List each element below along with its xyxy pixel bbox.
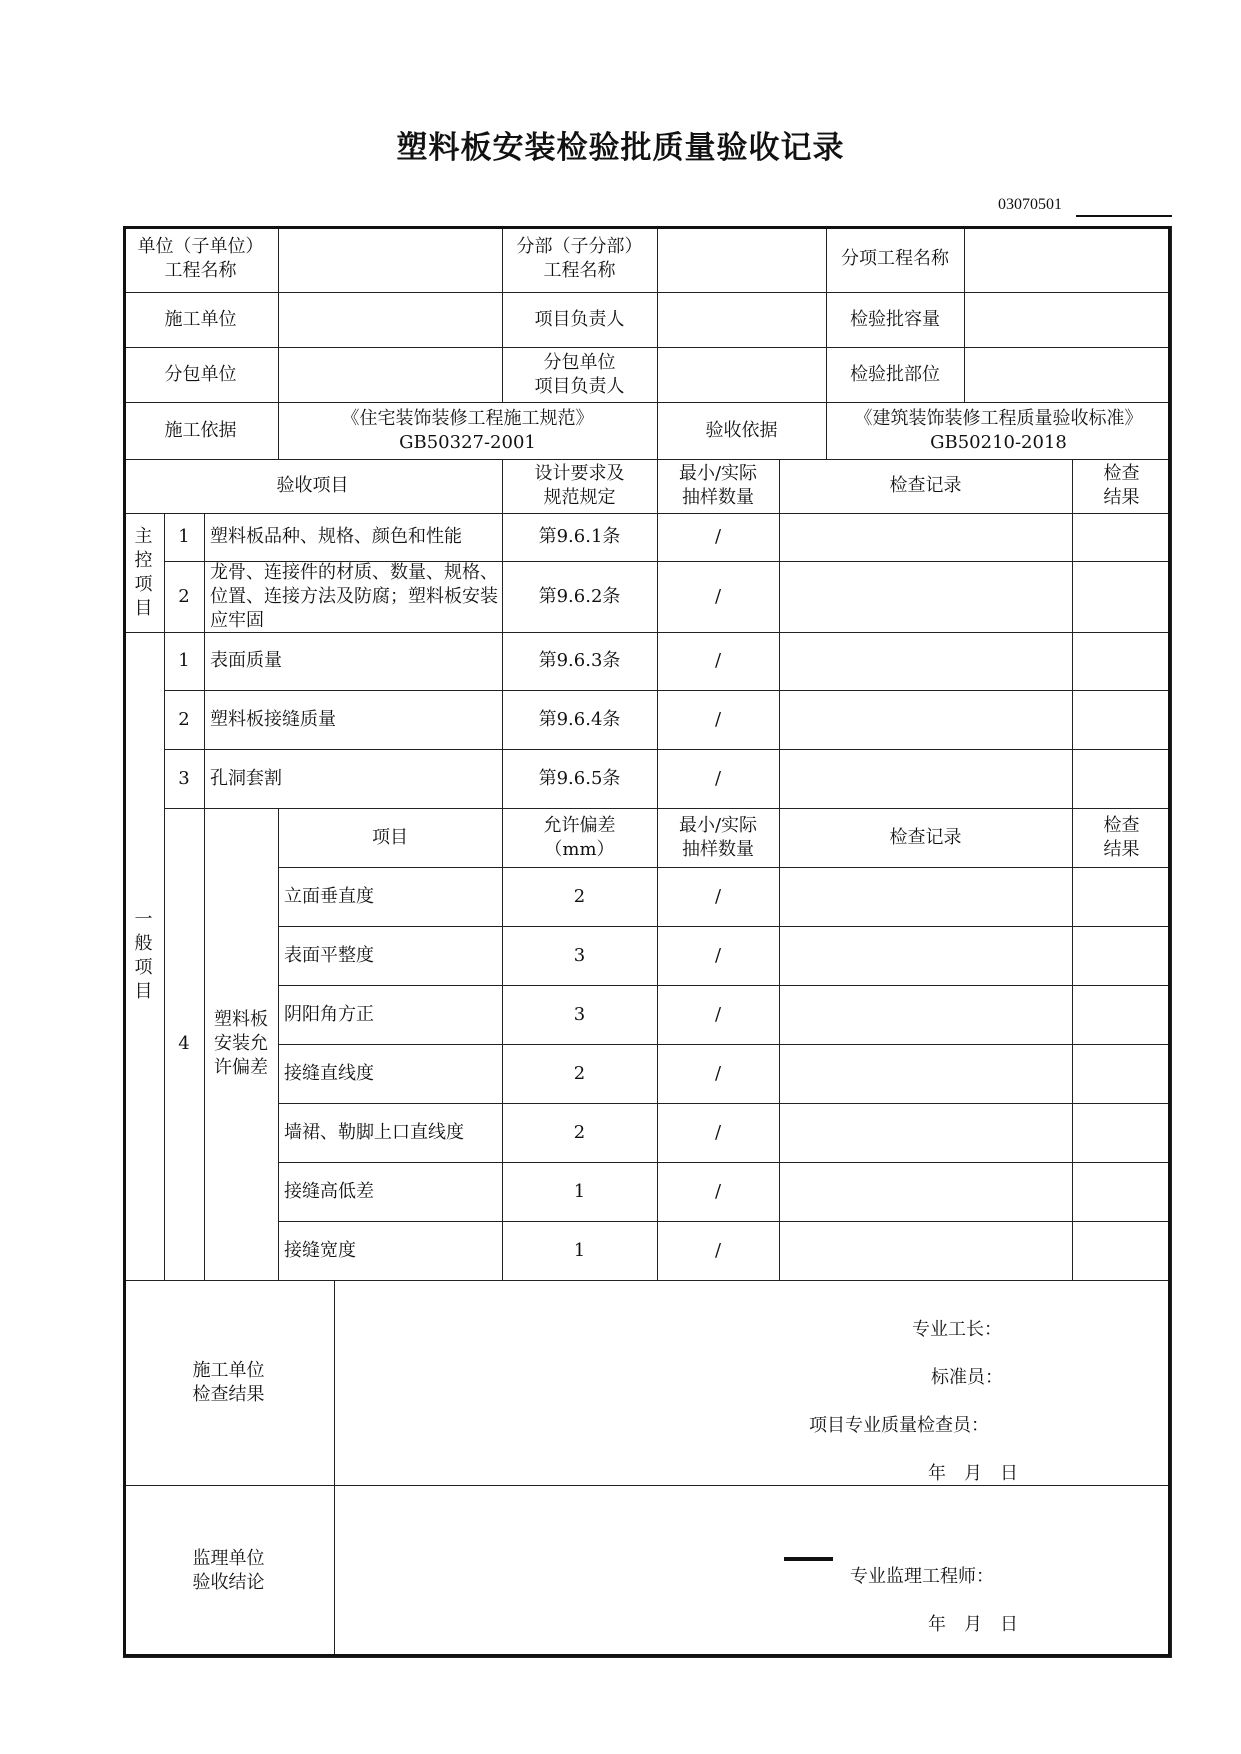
standard-officer-signature-label: 标准员：	[931, 1367, 1003, 1388]
col-item-header-text: 验收项目	[276, 475, 349, 496]
general-row-result	[1072, 749, 1172, 809]
deviation-row-allowance-text: 2	[573, 1062, 586, 1084]
main-row-sample	[657, 513, 780, 562]
deviation-row-allowance	[502, 926, 658, 986]
general-items-label-text: 一般项目	[134, 909, 153, 1002]
general-row-requirement	[502, 690, 658, 750]
deviation-row-record	[779, 985, 1073, 1045]
general-items-label	[123, 632, 165, 1281]
deviation-row-sample-text: /	[714, 885, 722, 907]
general-row-desc-text: 表面质量	[210, 650, 282, 671]
deviation-row-result	[1072, 926, 1172, 986]
general-row-no-text: 2	[178, 708, 190, 730]
col-requirement-header	[502, 459, 658, 514]
sub-manager-label	[502, 347, 658, 403]
deviation-row-record	[779, 1044, 1073, 1104]
deviation-row-name	[278, 1162, 503, 1222]
general-row-no	[164, 690, 205, 750]
deviation-row-sample-text: /	[714, 1062, 722, 1084]
main-row-no	[164, 513, 205, 562]
deviation-row-allowance-text: 1	[573, 1239, 586, 1261]
deviation-row-result	[1072, 1221, 1172, 1281]
general-row-sample	[657, 632, 780, 691]
main-row-sample-text: /	[714, 526, 722, 547]
general-row-no	[164, 749, 205, 809]
main-row-sample-text: /	[714, 585, 722, 607]
contractor-check-area	[334, 1280, 1172, 1486]
supervisor-conclusion-area	[334, 1485, 1172, 1658]
unit-name-value	[278, 226, 503, 293]
main-row-result	[1072, 561, 1172, 633]
deviation-row-result	[1072, 867, 1172, 927]
general-row-record	[779, 632, 1073, 691]
subdivision-name-value	[657, 226, 827, 293]
supervisor-conclusion-label	[123, 1485, 335, 1658]
general-row-result	[1072, 632, 1172, 691]
col-record-header-text: 检查记录	[889, 475, 962, 496]
supervisor-date-label: 年 月 日	[928, 1614, 1018, 1635]
col-sample-header	[657, 459, 780, 514]
deviation-row-sample	[657, 926, 780, 986]
general-row-sample-text: /	[714, 708, 722, 730]
main-row-no-text: 2	[178, 585, 190, 607]
general-row-no-text: 3	[178, 767, 190, 789]
deviation-row-sample-text: /	[714, 944, 722, 966]
deviation-row-allowance-text: 1	[573, 1180, 586, 1202]
deviation-item-no	[164, 808, 205, 1281]
deviation-row-name-text: 立面垂直度	[284, 885, 374, 907]
deviation-row-name	[278, 1221, 503, 1281]
unit-name-label-text: 单位（子单位） 工程名称	[137, 236, 264, 281]
construction-basis-label-text: 施工依据	[164, 419, 237, 441]
general-row-requirement-text: 第9.6.4条	[538, 708, 621, 730]
deviation-row-sample	[657, 1044, 780, 1104]
main-row-requirement	[502, 513, 658, 562]
contractor-label	[123, 292, 279, 348]
general-row-sample-text: /	[714, 650, 722, 671]
deviation-header-record-text: 检查记录	[889, 826, 962, 848]
deviation-row-sample	[657, 1221, 780, 1281]
main-row-desc	[204, 561, 503, 633]
deviation-row-allowance	[502, 867, 658, 927]
foreman-signature-label: 专业工长：	[912, 1319, 1002, 1340]
deviation-row-allowance-text: 3	[573, 1003, 586, 1025]
acceptance-basis-label-text: 验收依据	[705, 419, 778, 441]
deviation-row-record	[779, 1221, 1073, 1281]
batch-location-label-text: 检验批部位	[850, 363, 940, 385]
deviation-row-allowance-text: 2	[573, 885, 586, 907]
deviation-row-allowance-text: 2	[573, 1121, 586, 1143]
project-manager-label	[502, 292, 658, 348]
acceptance-basis-value	[826, 402, 1172, 460]
item-name-value	[964, 226, 1172, 293]
deviation-row-allowance	[502, 1044, 658, 1104]
deviation-row-sample-text: /	[714, 1121, 722, 1143]
general-row-record	[779, 690, 1073, 750]
main-row-requirement-text: 第9.6.1条	[538, 526, 621, 547]
general-row-sample	[657, 690, 780, 750]
deviation-row-allowance-text: 3	[573, 944, 586, 966]
deviation-row-name	[278, 985, 503, 1045]
batch-capacity-value	[964, 292, 1172, 348]
deviation-row-record	[779, 1103, 1073, 1163]
main-row-no-text: 1	[178, 526, 190, 547]
col-result-header	[1072, 459, 1172, 514]
deviation-row-name-text: 接缝宽度	[284, 1239, 356, 1261]
signature-mark	[784, 1557, 833, 1561]
contractor-date-label: 年 月 日	[928, 1463, 1018, 1484]
deviation-row-sample	[657, 1162, 780, 1222]
general-row-requirement	[502, 632, 658, 691]
deviation-row-name-text: 接缝直线度	[284, 1062, 374, 1084]
main-control-label	[123, 513, 165, 633]
col-record-header	[779, 459, 1073, 514]
deviation-group-label-text: 塑料板 安装允 许偏差	[214, 1009, 268, 1078]
subcontractor-label	[123, 347, 279, 403]
col-sample-header-text: 最小/实际 抽样数量	[678, 463, 758, 508]
general-row-no	[164, 632, 205, 691]
col-requirement-header-text: 设计要求及 规范规定	[534, 463, 625, 508]
form-code-underline	[1076, 215, 1172, 217]
col-result-header-text: 检查 结果	[1103, 463, 1140, 508]
deviation-row-name	[278, 926, 503, 986]
main-row-desc-text: 龙骨、连接件的材质、数量、规格、位置、连接方法及防腐；塑料板安装应牢固	[210, 561, 498, 631]
supervisor-conclusion-label-text: 监理单位 验收结论	[192, 1548, 265, 1593]
form-code: 03070501	[998, 196, 1062, 213]
deviation-row-sample-text: /	[714, 1180, 722, 1202]
item-name-label-text: 分项工程名称	[841, 248, 949, 269]
deviation-row-record	[779, 867, 1073, 927]
deviation-header-allowance	[502, 808, 658, 868]
construction-basis-value-text: 《住宅装饰装修工程施工规范》 GB50327-2001	[341, 407, 594, 453]
main-row-result	[1072, 513, 1172, 562]
main-row-desc-text: 塑料板品种、规格、颜色和性能	[210, 526, 462, 547]
deviation-group-label	[204, 808, 279, 1281]
item-name-label	[826, 226, 965, 293]
sub-manager-value	[657, 347, 827, 403]
supervising-engineer-signature-label: 专业监理工程师：	[850, 1566, 994, 1587]
deviation-row-sample	[657, 1103, 780, 1163]
deviation-row-record	[779, 926, 1073, 986]
subdivision-name-label-text: 分部（子分部） 工程名称	[516, 236, 643, 281]
deviation-row-sample-text: /	[714, 1239, 722, 1261]
deviation-header-item-text: 项目	[372, 826, 408, 848]
col-item-header	[123, 459, 503, 514]
batch-capacity-label-text: 检验批容量	[850, 308, 940, 330]
main-row-requirement-text: 第9.6.2条	[538, 585, 621, 607]
general-row-desc	[204, 632, 503, 691]
main-row-desc	[204, 513, 503, 562]
deviation-header-result	[1072, 808, 1172, 868]
general-row-desc	[204, 690, 503, 750]
batch-location-label	[826, 347, 965, 403]
subcontractor-label-text: 分包单位	[164, 363, 237, 385]
general-row-requirement-text: 第9.6.3条	[538, 650, 621, 671]
deviation-header-result-text: 检查 结果	[1103, 814, 1140, 860]
deviation-item-no-text: 4	[178, 1033, 190, 1054]
contractor-check-label-text: 施工单位 检查结果	[192, 1359, 265, 1405]
general-row-record	[779, 749, 1073, 809]
construction-basis-label	[123, 402, 279, 460]
deviation-row-sample-text: /	[714, 1003, 722, 1025]
batch-capacity-label	[826, 292, 965, 348]
deviation-row-sample	[657, 985, 780, 1045]
contractor-value	[278, 292, 503, 348]
subcontractor-value	[278, 347, 503, 403]
deviation-row-name	[278, 867, 503, 927]
general-row-requirement	[502, 749, 658, 809]
general-row-result	[1072, 690, 1172, 750]
project-manager-value	[657, 292, 827, 348]
project-manager-label-text: 项目负责人	[534, 308, 625, 330]
deviation-row-allowance	[502, 985, 658, 1045]
quality-inspector-signature-label: 项目专业质量检查员：	[809, 1415, 989, 1436]
main-row-record	[779, 561, 1073, 633]
main-row-no	[164, 561, 205, 633]
deviation-row-name-text: 墙裙、勒脚上口直线度	[284, 1121, 464, 1143]
sub-manager-label-text: 分包单位 项目负责人	[534, 351, 625, 397]
page-title: 塑料板安装检验批质量验收记录	[396, 130, 845, 166]
deviation-header-allowance-text: 允许偏差 （mm）	[543, 814, 616, 860]
unit-name-label	[123, 226, 279, 293]
general-row-desc-text: 塑料板接缝质量	[210, 708, 336, 730]
construction-basis-value	[278, 402, 658, 460]
subdivision-name-label	[502, 226, 658, 293]
deviation-row-result	[1072, 985, 1172, 1045]
deviation-row-result	[1072, 1162, 1172, 1222]
deviation-row-name	[278, 1103, 503, 1163]
deviation-header-sample-text: 最小/实际 抽样数量	[678, 814, 758, 860]
deviation-row-name-text: 接缝高低差	[284, 1180, 374, 1202]
main-row-requirement	[502, 561, 658, 633]
deviation-row-allowance	[502, 1103, 658, 1163]
acceptance-basis-label	[657, 402, 827, 460]
acceptance-basis-value-text: 《建筑装饰装修工程质量验收标准》 GB50210-2018	[854, 407, 1143, 453]
general-row-requirement-text: 第9.6.5条	[538, 767, 621, 789]
deviation-row-sample	[657, 867, 780, 927]
deviation-header-sample	[657, 808, 780, 868]
deviation-row-result	[1072, 1103, 1172, 1163]
general-row-sample	[657, 749, 780, 809]
general-row-no-text: 1	[178, 650, 190, 671]
general-row-desc	[204, 749, 503, 809]
deviation-row-result	[1072, 1044, 1172, 1104]
deviation-row-name-text: 表面平整度	[284, 944, 374, 966]
general-row-sample-text: /	[714, 767, 722, 789]
deviation-row-record	[779, 1162, 1073, 1222]
contractor-label-text: 施工单位	[164, 308, 237, 330]
main-row-record	[779, 513, 1073, 562]
general-row-desc-text: 孔洞套割	[210, 767, 282, 789]
deviation-row-allowance	[502, 1221, 658, 1281]
batch-location-value	[964, 347, 1172, 403]
deviation-header-item	[278, 808, 503, 868]
contractor-check-label	[123, 1280, 335, 1486]
deviation-row-name	[278, 1044, 503, 1104]
main-control-label-text: 主控项目	[134, 525, 153, 619]
deviation-row-allowance	[502, 1162, 658, 1222]
deviation-row-name-text: 阴阳角方正	[284, 1003, 374, 1025]
deviation-header-record	[779, 808, 1073, 868]
main-row-sample	[657, 561, 780, 633]
